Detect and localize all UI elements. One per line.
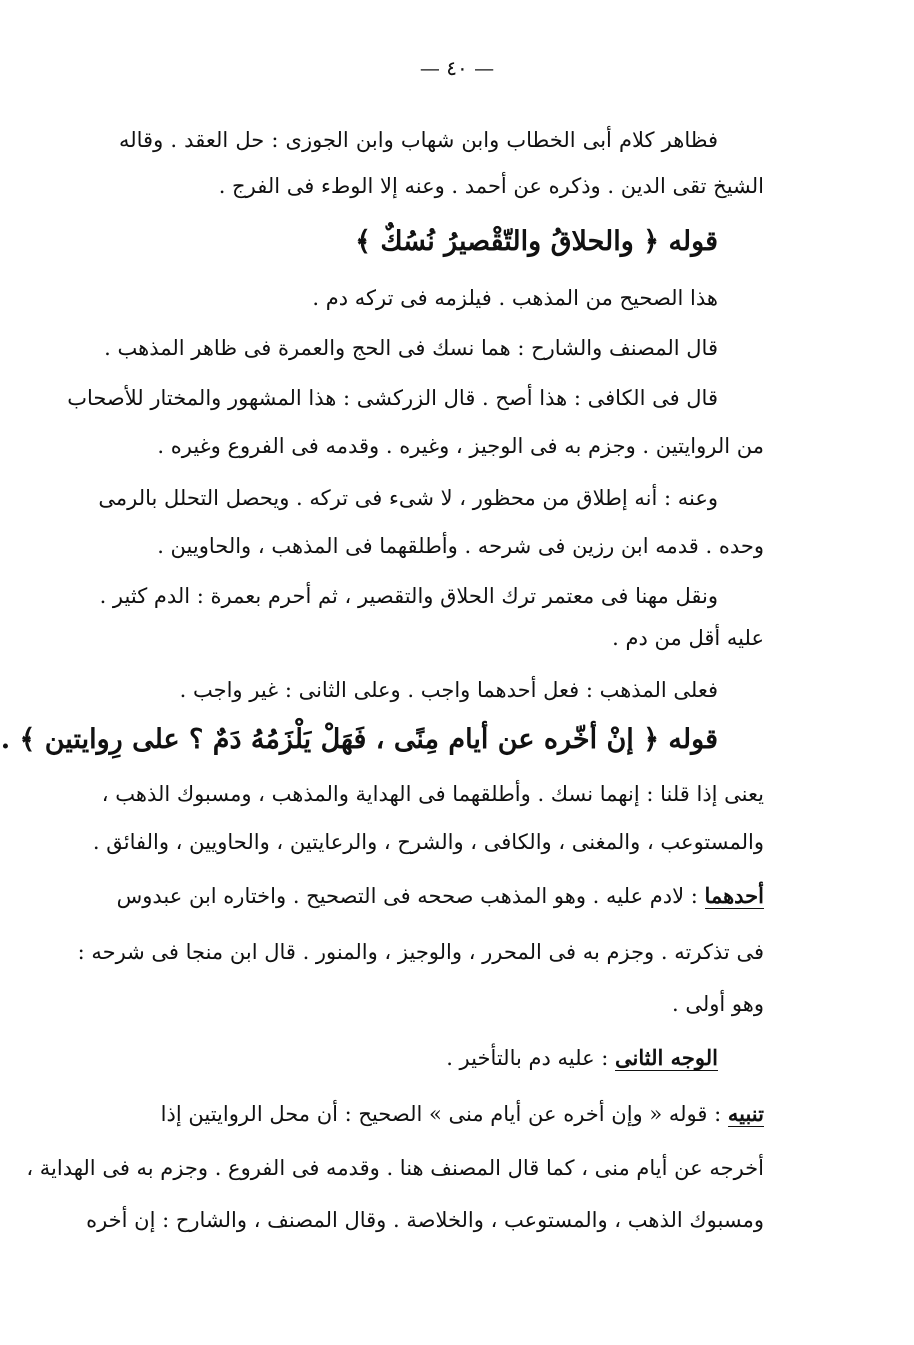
section-heading: قوله ﴿ إنْ أخّره عن أيام مِنًى ، فَهَلْ يَلْزَمُهُ دَمٌ ؟ على رِوايتين ﴾ . <box>0 724 718 755</box>
lead-term: الوجه الثانى <box>615 1045 718 1070</box>
text-line <box>119 1094 764 1134</box>
text-line: عليه أقل من دم . <box>612 626 764 650</box>
text-line <box>116 876 764 916</box>
text-line: هذا الصحيح من المذهب . فيلزمه فى تركه دم . <box>312 286 718 310</box>
text-line: فظاهر كلام أبى الخطاب وابن شهاب وابن الجوزى : حل العقد . وقاله <box>119 128 718 152</box>
text-line: يعنى إذا قلنا : إنهما نسك . وأطلقهما فى الهداية والمذهب ، ومسبوك الذهب ، <box>101 782 764 806</box>
text-line: ومسبوك الذهب ، والمستوعب ، والخلاصة . وقال المصنف ، والشارح : إن أخره <box>86 1208 764 1232</box>
text-line: وحده . قدمه ابن رزين فى شرحه . وأطلقهما فى المذهب ، والحاويين . <box>157 534 764 558</box>
text-line <box>119 1038 764 1078</box>
section-heading: قوله ﴿ والحلاقُ والتّقْصيرُ نُسُكٌ ﴾ <box>355 226 718 257</box>
lead-term: تنبيه <box>727 1101 764 1126</box>
text-line: وهو أولى . <box>672 992 764 1016</box>
text-line: والمستوعب ، والمغنى ، والكافى ، والشرح ، والرعايتين ، والحاويين ، والفائق . <box>92 830 764 854</box>
page-number: — ٤٠ — <box>419 56 495 80</box>
text-line: وعنه : أنه إطلاق من محظور ، لا شىء فى تركه . ويحصل التحلل بالرمى <box>98 486 718 510</box>
text-line: أخرجه عن أيام منى ، كما قال المصنف هنا . وقدمه فى الفروع . وجزم به فى الهداية ، <box>26 1156 764 1180</box>
text-line: فعلى المذهب : فعل أحدهما واجب . وعلى الثانى : غير واجب . <box>179 678 718 702</box>
text-line: ونقل مهنا فى معتمر ترك الحلاق والتقصير ، ثم أحرم بعمرة : الدم كثير . <box>99 584 718 608</box>
text-line: من الروايتين . وجزم به فى الوجيز ، وغيره . وقدمه فى الفروع وغيره . <box>157 434 764 458</box>
lead-term: أحدهما <box>704 883 764 908</box>
text-line: قال المصنف والشارح : هما نسك فى الحج والعمرة فى ظاهر المذهب . <box>104 336 718 360</box>
text-line: الشيخ تقى الدين . وذكره عن أحمد . وعنه إلا الوطء فى الفرج . <box>218 174 764 198</box>
line-text: : عليه دم بالتأخير . <box>446 1046 609 1070</box>
line-text: : لادم عليه . وهو المذهب صححه فى التصحيح . واختاره ابن عبدوس <box>116 884 698 908</box>
text-line: قال فى الكافى : هذا أصح . قال الزركشى : هذا المشهور والمختار للأصحاب <box>67 386 718 410</box>
line-text: : قوله « وإن أخره عن أيام منى » الصحيح : أن محل الروايتين إذا <box>160 1102 722 1126</box>
text-line: فى تذكرته . وجزم به فى المحرر ، والوجيز ، والمنور . قال ابن منجا فى شرحه : <box>77 940 764 964</box>
